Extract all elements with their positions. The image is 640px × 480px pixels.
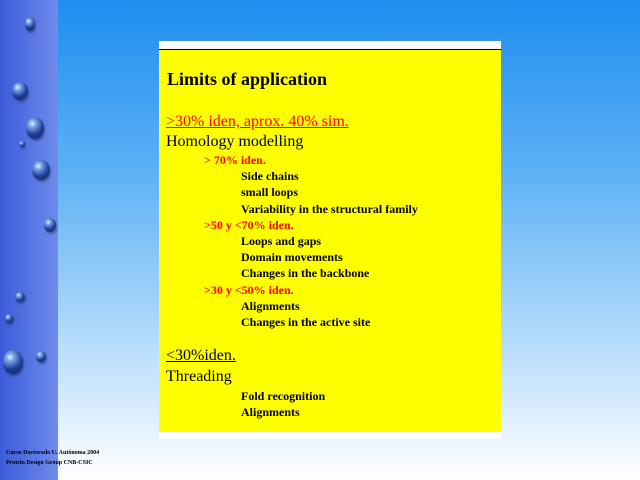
- group3-item: Alignments: [241, 299, 300, 313]
- section1-range: >30% iden, aprox. 40% sim.: [166, 113, 349, 130]
- group2-item: Changes in the backbone: [241, 266, 370, 280]
- water-drop-icon: [3, 350, 23, 374]
- water-drop-icon: [32, 160, 50, 180]
- group2-item: Loops and gaps: [241, 234, 322, 248]
- group3-label: >30 y <50% iden.: [204, 283, 294, 297]
- footer-credit-line1: Curso Doctorado U. Autónoma 2004: [6, 450, 100, 456]
- group1-item: Variability in the structural family: [241, 202, 418, 216]
- water-drop-icon: [19, 141, 25, 147]
- section2-method: Threading: [166, 368, 232, 385]
- water-drop-icon: [12, 82, 28, 100]
- group1-label: > 70% iden.: [204, 153, 266, 167]
- group2-label: >50 y <70% iden.: [204, 218, 294, 232]
- group1-item: small loops: [241, 185, 299, 199]
- group2-item: Domain movements: [241, 250, 343, 264]
- left-decorative-strip: [0, 0, 58, 480]
- group3-item: Changes in the active site: [241, 315, 371, 329]
- water-drop-icon: [5, 314, 13, 323]
- water-drop-icon: [36, 351, 46, 362]
- slide-title: Limits of application: [167, 69, 328, 89]
- group1-item: Side chains: [241, 169, 299, 183]
- section2-item: Alignments: [241, 405, 300, 419]
- water-drop-icon: [44, 218, 56, 232]
- section1-method: Homology modelling: [166, 133, 304, 150]
- slide-panel: [159, 41, 501, 439]
- section2-range: <30%iden.: [166, 347, 236, 364]
- water-drop-icon: [15, 292, 25, 302]
- water-drop-icon: [26, 117, 44, 139]
- section2-item: Fold recognition: [241, 389, 326, 403]
- footer-credit-line2: Protein Design Group CNB-CSIC: [6, 460, 93, 466]
- water-drop-icon: [25, 17, 35, 31]
